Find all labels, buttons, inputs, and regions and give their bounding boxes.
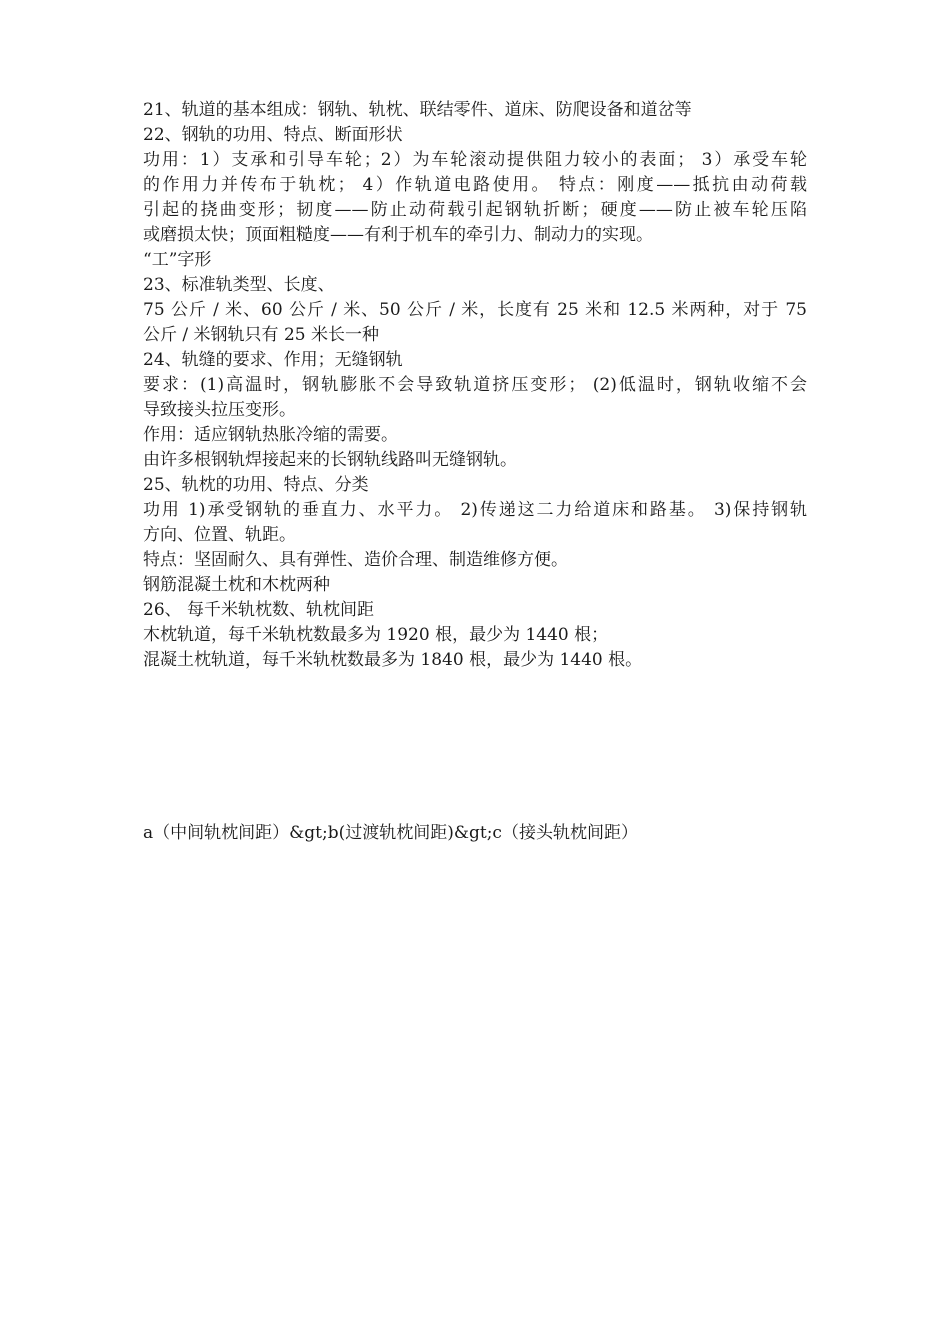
paragraph-line: 木枕轨道，每千米轨枕数最多为 1920 根，最少为 1440 根； <box>143 625 609 645</box>
paragraph-line: 由许多根钢轨焊接起来的长钢轨线路叫无缝钢轨。 <box>143 450 517 470</box>
heading-24: 24、轨缝的要求、作用；无缝钢轨 <box>143 350 403 370</box>
paragraph-line: 方向、位置、轨距。 <box>143 525 296 545</box>
paragraph-line: 钢筋混凝土枕和木枕两种 <box>143 575 330 595</box>
heading-21: 21、轨道的基本组成：钢轨、轨枕、联结零件、道床、防爬设备和道岔等 <box>143 100 692 120</box>
paragraph-line: 的作用力并传布于轨枕； 4）作轨道电路使用。 特点：刚度——抵抗由动荷载 <box>143 175 807 195</box>
heading-26: 26、 每千米轨枕数、轨枕间距 <box>143 600 375 620</box>
heading-22: 22、钢轨的功用、特点、断面形状 <box>143 125 403 145</box>
paragraph-line: 功用 1)承受钢轨的垂直力、水平力。 2)传递这二力给道床和路基。 3)保持钢轨 <box>143 500 807 520</box>
heading-23: 23、标准轨类型、长度、 <box>143 275 335 295</box>
heading-25: 25、轨枕的功用、特点、分类 <box>143 475 369 495</box>
paragraph-line: 功用：1）支承和引导车轮；2）为车轮滚动提供阻力较小的表面； 3）承受车轮 <box>143 150 807 170</box>
paragraph-line: 混凝土枕轨道，每千米轨枕数最多为 1840 根，最少为 1440 根。 <box>143 650 643 670</box>
paragraph-line: 导致接头拉压变形。 <box>143 400 296 420</box>
paragraph-line: 特点：坚固耐久、具有弹性、造价合理、制造维修方便。 <box>143 550 568 570</box>
paragraph-line: 引起的挠曲变形；韧度——防止动荷载引起钢轨折断；硬度——防止被车轮压陷 <box>143 200 807 220</box>
paragraph-line: “工”字形 <box>143 250 212 270</box>
paragraph-line: 要求：(1)高温时，钢轨膨胀不会导致轨道挤压变形； (2)低温时，钢轨收缩不会 <box>143 375 807 395</box>
paragraph-line: 75 公斤 / 米、60 公斤 / 米、50 公斤 / 米，长度有 25 米和 12.5 米两种，对于 75 <box>143 300 807 320</box>
paragraph-line: 作用：适应钢轨热胀冷缩的需要。 <box>143 425 398 445</box>
spacing-relation-note: a（中间轨枕间距）&gt;b(过渡轨枕间距)&gt;c（接头轨枕间距） <box>143 823 638 843</box>
paragraph-line: 公斤 / 米钢轨只有 25 米长一种 <box>143 325 379 345</box>
document-body <box>143 98 807 673</box>
paragraph-line: 或磨损太快；顶面粗糙度——有利于机车的牵引力、制动力的实现。 <box>143 225 653 245</box>
